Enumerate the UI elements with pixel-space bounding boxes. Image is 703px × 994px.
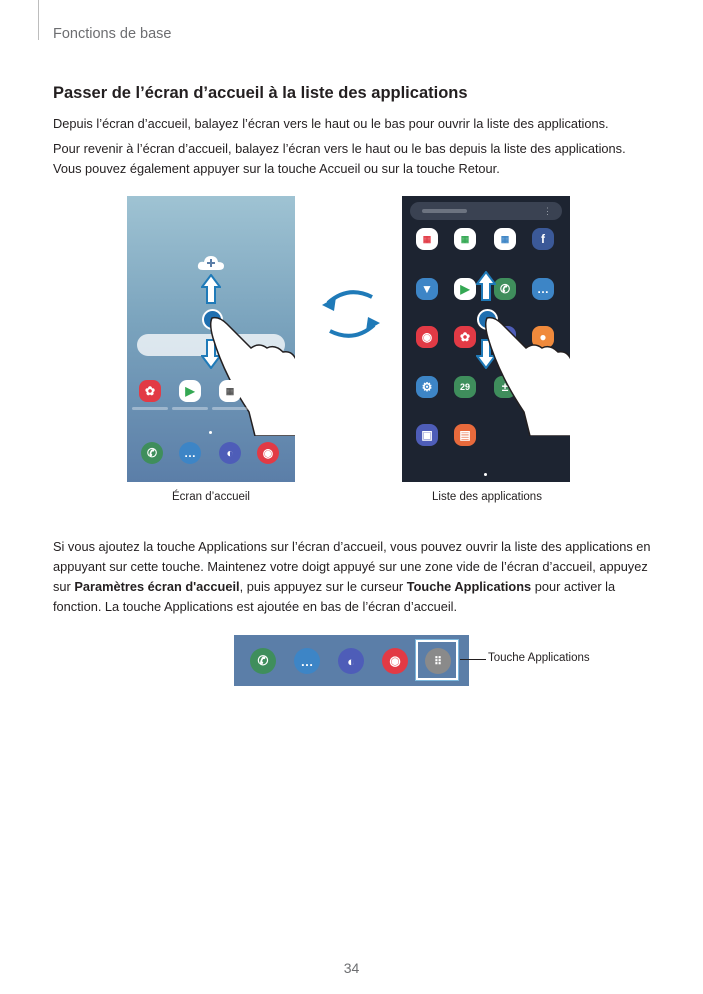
folder-icon: ▦ xyxy=(494,228,516,250)
camera-icon: ◉ xyxy=(382,648,408,674)
contacts-icon: ● xyxy=(532,326,554,348)
gallery-app-icon: ✿ xyxy=(139,380,161,402)
sync-arrows-icon xyxy=(318,285,384,343)
gallery-app-icon: ✿ xyxy=(454,326,476,348)
apps-button-highlight xyxy=(416,640,458,680)
messages-icon: … xyxy=(179,442,201,464)
page-heading: Passer de l’écran d’accueil à la liste des applications xyxy=(53,84,468,102)
internet-icon: ◐ xyxy=(338,648,364,674)
cloud-plus-icon xyxy=(197,254,225,272)
section-label: Fonctions de base xyxy=(53,26,172,42)
phone-icon: ✆ xyxy=(494,278,516,300)
apps-search-bar: ⋮ xyxy=(410,202,562,220)
home-screen-caption: Écran d’accueil xyxy=(172,491,250,503)
header-rule xyxy=(38,0,39,40)
apps-grid-icon: ⠿ xyxy=(425,648,451,674)
calendar-icon: 29 xyxy=(454,376,476,398)
apps-list-caption: Liste des applications xyxy=(432,491,542,503)
play-store-icon: ▶ xyxy=(454,278,476,300)
messages-icon: … xyxy=(294,648,320,674)
paragraph-intro: Depuis l’écran d’accueil, balayez l’écran vers le haut ou le bas pour ouvrir la liste des applications. xyxy=(53,116,609,131)
folder-icon: ▦ xyxy=(219,380,241,402)
phone-icon: ✆ xyxy=(141,442,163,464)
arrow-up-icon xyxy=(201,274,221,304)
folder-icon: ▦ xyxy=(416,228,438,250)
apps-list-illustration xyxy=(402,196,570,482)
hand-pointer-icon xyxy=(484,316,570,436)
paragraph-apps-button: Si vous ajoutez la touche Applications sur l’écran d’accueil, vous pouvez ouvrir la liste des applications en appuyant sur cette touche. Maintenez votre doigt appuyé sur une zone vide de l’écran d’accueil, appuyez sur Paramètres écran d'accueil, puis appuyez sur le curseur Touche Applications pour activer la fonction. La touche Applications est ajoutée en bas de l’écran d’accueil. xyxy=(53,539,651,614)
calculator-icon: ± xyxy=(494,376,516,398)
page-number: 34 xyxy=(343,960,360,976)
camera-icon: ◉ xyxy=(416,326,438,348)
hand-pointer-icon xyxy=(209,316,295,436)
arrow-up-icon xyxy=(476,271,496,301)
app-icon: ▣ xyxy=(416,424,438,446)
settings-icon: ⚙ xyxy=(416,376,438,398)
home-screen-illustration xyxy=(127,196,295,482)
facebook-icon: f xyxy=(532,228,554,250)
callout-line xyxy=(460,659,486,660)
play-store-icon: ▶ xyxy=(179,380,201,402)
camera-icon: ◉ xyxy=(257,442,279,464)
apps-button-label: Touche Applications xyxy=(488,652,590,664)
app-icon: ▼ xyxy=(416,278,438,300)
messages-icon: … xyxy=(532,278,554,300)
app-icon: ▤ xyxy=(454,424,476,446)
paragraph-return: Pour revenir à l’écran d’accueil, balayez l’écran vers le haut ou le bas depuis la liste des applications. Vous pouvez également appuyer sur la touche Accueil ou sur la touche Retour. xyxy=(53,141,626,176)
folder-icon: ▦ xyxy=(454,228,476,250)
phone-icon: ✆ xyxy=(250,648,276,674)
internet-icon: ◐ xyxy=(219,442,241,464)
